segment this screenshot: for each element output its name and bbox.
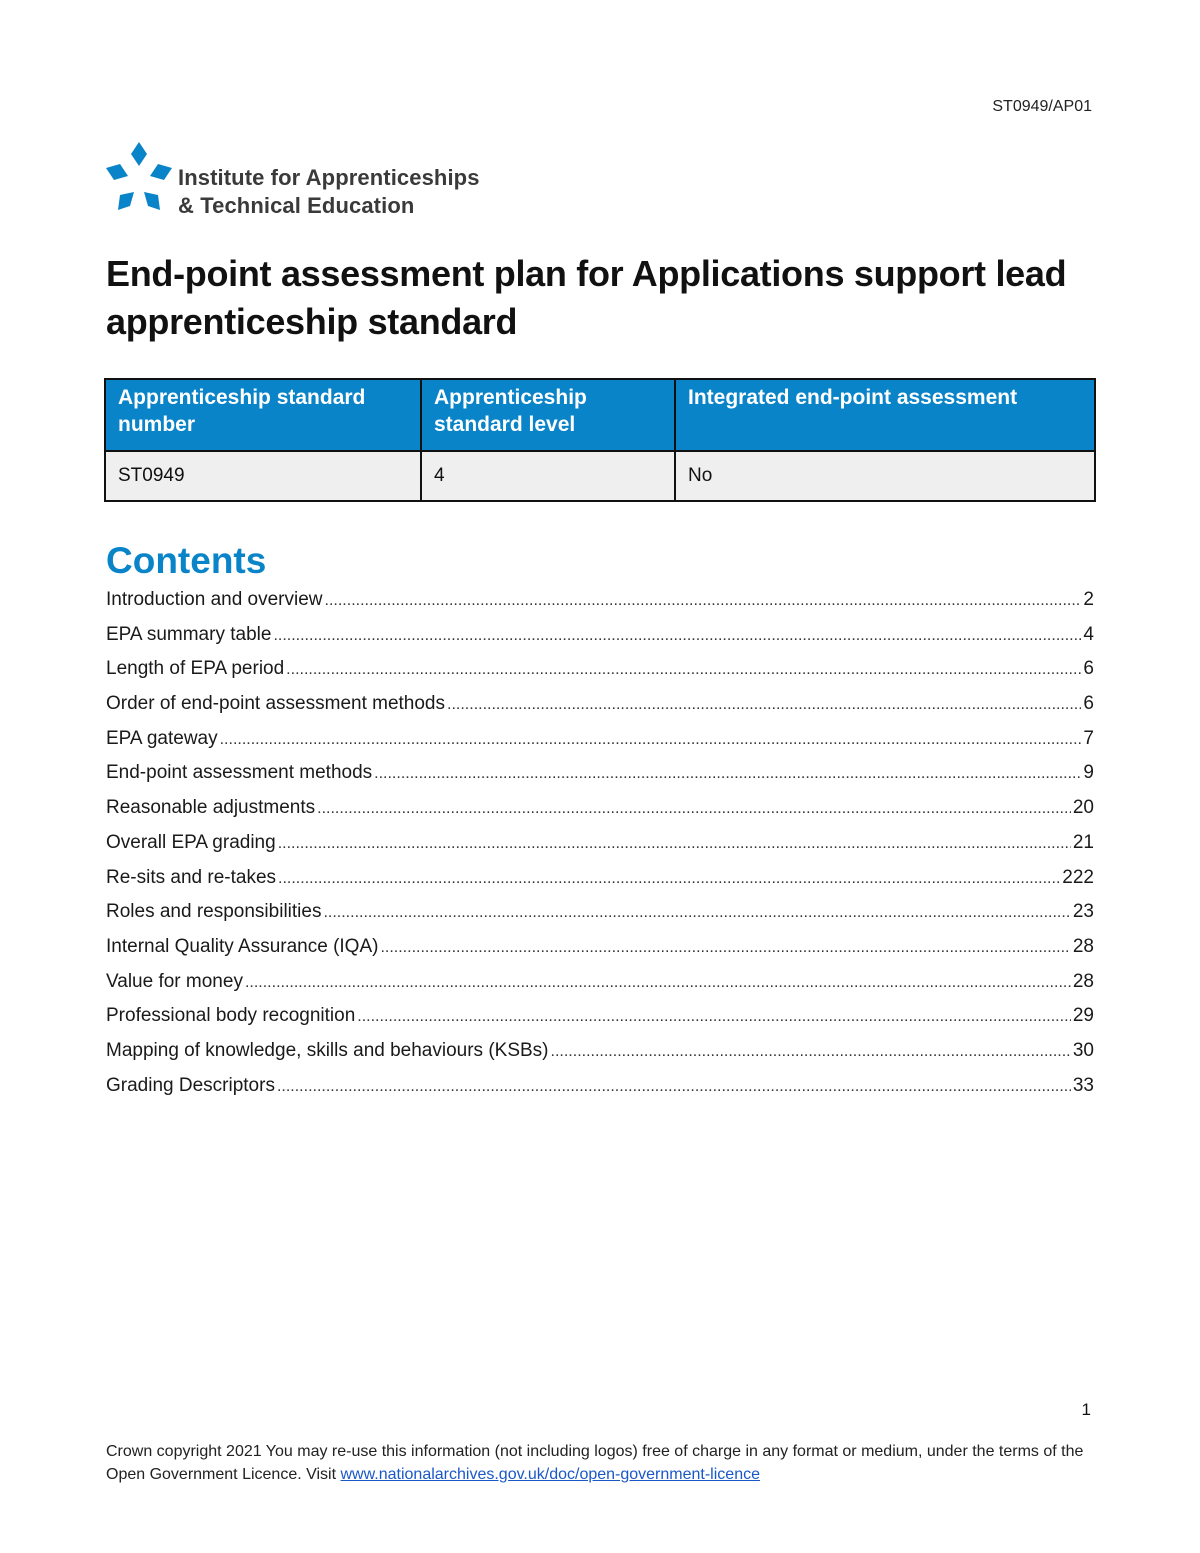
cell-integrated-epa: No bbox=[675, 451, 1095, 501]
header-standard-number: Apprenticeship standard number bbox=[105, 379, 421, 451]
logo-line-2: & Technical Education bbox=[178, 193, 415, 218]
toc-leader-dots bbox=[317, 795, 1071, 823]
toc-leader-dots bbox=[323, 899, 1070, 927]
toc-leader-dots bbox=[220, 726, 1082, 754]
table-of-contents bbox=[106, 586, 1094, 1106]
toc-leader-dots bbox=[551, 1038, 1071, 1066]
toc-item-label: Mapping of knowledge, skills and behaviours (KSBs) bbox=[106, 1039, 549, 1061]
toc-item[interactable] bbox=[106, 621, 1094, 656]
toc-item[interactable] bbox=[106, 725, 1094, 760]
institute-logo bbox=[104, 140, 524, 220]
toc-item[interactable] bbox=[106, 586, 1094, 621]
toc-item[interactable] bbox=[106, 968, 1094, 1003]
toc-leader-dots bbox=[374, 760, 1081, 788]
toc-item[interactable] bbox=[106, 655, 1094, 690]
header-integrated-epa: Integrated end-point assessment bbox=[675, 379, 1095, 451]
toc-item[interactable] bbox=[106, 933, 1094, 968]
header-standard-level: Apprenticeship standard level bbox=[421, 379, 675, 451]
toc-item-page: 4 bbox=[1083, 623, 1094, 645]
toc-item-label: EPA summary table bbox=[106, 623, 272, 645]
document-reference: ST0949/AP01 bbox=[992, 98, 1092, 115]
toc-item[interactable] bbox=[106, 690, 1094, 725]
toc-item[interactable] bbox=[106, 829, 1094, 864]
table-header-row bbox=[105, 379, 1095, 451]
star-flower-icon bbox=[104, 140, 174, 214]
toc-item-label: Grading Descriptors bbox=[106, 1074, 275, 1096]
toc-item-page: 6 bbox=[1083, 693, 1094, 715]
toc-leader-dots bbox=[380, 934, 1070, 962]
toc-item-page: 33 bbox=[1072, 1074, 1094, 1096]
cell-standard-level: 4 bbox=[421, 451, 675, 501]
toc-item-label: Reasonable adjustments bbox=[106, 797, 316, 819]
toc-item[interactable] bbox=[106, 759, 1094, 794]
toc-item-page: 21 bbox=[1072, 831, 1094, 853]
toc-item[interactable] bbox=[106, 794, 1094, 829]
toc-item-label: Value for money bbox=[106, 970, 243, 992]
toc-leader-dots bbox=[325, 587, 1082, 615]
toc-item-page: 222 bbox=[1062, 866, 1094, 888]
toc-leader-dots bbox=[278, 865, 1060, 893]
toc-item-label: Length of EPA period bbox=[106, 658, 285, 680]
toc-item-page: 9 bbox=[1083, 762, 1094, 784]
toc-leader-dots bbox=[245, 969, 1071, 997]
toc-leader-dots bbox=[278, 830, 1071, 858]
toc-leader-dots bbox=[273, 622, 1081, 650]
toc-item-label: Introduction and overview bbox=[106, 589, 323, 610]
toc-item-page: 20 bbox=[1072, 797, 1094, 819]
toc-item-label: Internal Quality Assurance (IQA) bbox=[106, 935, 379, 957]
toc-item-page: 29 bbox=[1072, 1005, 1094, 1027]
toc-item-label: Roles and responsibilities bbox=[106, 901, 322, 923]
toc-item-page: 23 bbox=[1072, 901, 1094, 923]
toc-item-label: Overall EPA grading bbox=[106, 831, 276, 853]
toc-item[interactable] bbox=[106, 1072, 1094, 1107]
toc-leader-dots bbox=[447, 691, 1081, 719]
licence-link[interactable]: www.nationalarchives.gov.uk/doc/open-government-licence bbox=[340, 1466, 760, 1483]
table-row bbox=[105, 451, 1095, 501]
toc-item-page: 2 bbox=[1083, 589, 1094, 610]
toc-item[interactable] bbox=[106, 898, 1094, 933]
toc-leader-dots bbox=[357, 1003, 1071, 1031]
toc-leader-dots bbox=[277, 1073, 1071, 1101]
contents-heading: Contents bbox=[106, 540, 267, 581]
toc-item-page: 28 bbox=[1072, 935, 1094, 957]
toc-item[interactable] bbox=[106, 1002, 1094, 1037]
cell-standard-number: ST0949 bbox=[105, 451, 421, 501]
toc-item-page: 30 bbox=[1072, 1039, 1094, 1061]
toc-item-page: 6 bbox=[1083, 658, 1094, 680]
toc-item[interactable] bbox=[106, 864, 1094, 899]
toc-item-label: End-point assessment methods bbox=[106, 762, 373, 784]
toc-item-label: Re-sits and re-takes bbox=[106, 866, 277, 888]
toc-item-label: EPA gateway bbox=[106, 727, 218, 749]
page-number: 1 bbox=[1081, 1400, 1091, 1419]
toc-leader-dots bbox=[286, 656, 1081, 684]
toc-item-page: 7 bbox=[1083, 727, 1094, 749]
copyright-text: Crown copyright 2021 You may re-use this information (not including logos) free of charge in any format or medium, under the terms of the Open Government Licence. Visit bbox=[106, 1443, 1084, 1483]
toc-item[interactable] bbox=[106, 1037, 1094, 1072]
logo-line-1: Institute for Apprenticeships bbox=[178, 165, 480, 190]
standard-summary-table bbox=[104, 378, 1096, 502]
document-title: End-point assessment plan for Applications support lead apprenticeship standard bbox=[106, 253, 1067, 342]
toc-item-label: Professional body recognition bbox=[106, 1005, 356, 1027]
copyright-footer bbox=[106, 1440, 1096, 1486]
toc-item-page: 28 bbox=[1072, 970, 1094, 992]
toc-item-label: Order of end-point assessment methods bbox=[106, 693, 446, 715]
